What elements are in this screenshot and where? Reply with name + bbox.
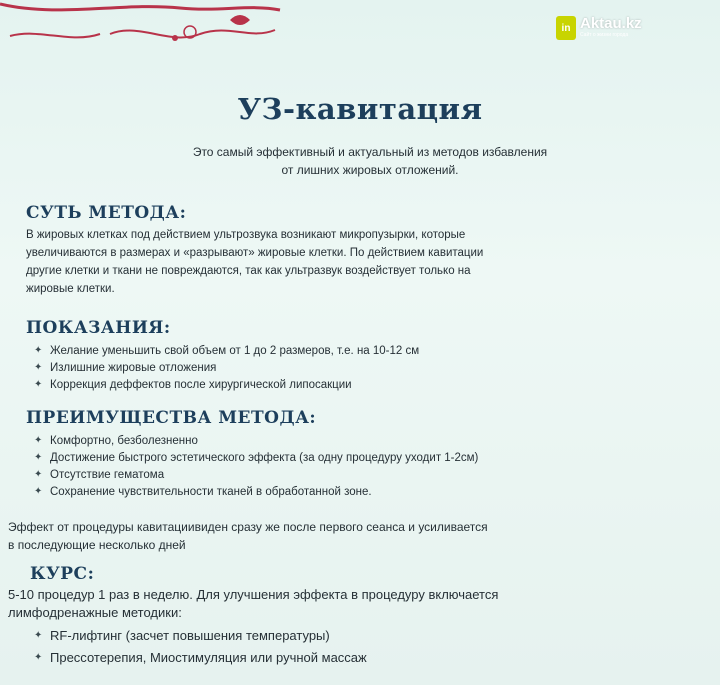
effect-text: [8, 518, 708, 554]
course-line: 5-10 процедур 1 раз в неделю. Для улучшения эффекта в процедуру включается: [8, 587, 499, 602]
indications-heading: ПОКАЗАНИЯ:: [26, 318, 171, 338]
bullet-icon: ✦: [34, 435, 43, 446]
list-item: ✦ Коррекция деффектов после хирургической липосакции: [34, 378, 352, 391]
subtitle: [60, 143, 680, 179]
subtitle-line: Это самый эффективный и актуальный из методов избавления: [192, 145, 548, 159]
list-item: ✦ Желание уменьшить свой объем от 1 до 2 размеров, т.е. на 10-12 см: [34, 344, 420, 357]
effect-line: Эффект от процедуры кавитациивиден сразу же после первого сеанса и усиливается: [8, 520, 488, 534]
bullet-icon: ✦: [34, 379, 43, 390]
method-text: [26, 226, 706, 298]
list-item: ✦ Прессотерепия, Миостимуляция или ручной массаж: [34, 649, 367, 665]
site-logo: [556, 16, 642, 40]
bullet-icon: ✦: [34, 452, 43, 463]
subtitle-line: от лишних жировых отложений.: [281, 163, 459, 177]
advantages-heading: ПРЕИМУЩЕСТВА МЕТОДА:: [26, 408, 317, 428]
method-heading: СУТЬ МЕТОДА:: [26, 203, 187, 223]
advantages-list: [34, 432, 478, 500]
bullet-icon: ✦: [34, 469, 43, 480]
bullet-icon: ✦: [34, 651, 43, 663]
list-item: ✦ Излишние жировые отложения: [34, 361, 217, 374]
logo-mark-icon: in: [556, 16, 576, 40]
method-line: В жировых клетках под действием ультрозвука возникают микропузырки, которые: [26, 229, 466, 241]
list-item: ✦ Достижение быстрого эстетического эффекта (за одну процедуру уходит 1-2см): [34, 451, 479, 464]
method-line: жировые клетки.: [26, 283, 115, 295]
logo-name: Aktau.kz: [580, 15, 642, 32]
list-item: ✦ RF-лифтинг (засчет повышения температуры): [34, 627, 330, 643]
decorative-ornament: [0, 0, 300, 55]
list-item: ✦ Комфортно, безболезненно: [34, 434, 198, 447]
list-item: ✦ Сохранение чувствительности тканей в обработанной зоне.: [34, 485, 372, 498]
list-item: ✦ Отсутствие гематома: [34, 468, 165, 481]
course-heading: КУРС:: [30, 564, 95, 584]
indications-list: [34, 342, 419, 393]
effect-line: в последующие несколько дней: [8, 538, 186, 552]
page-title: УЗ-кавитация: [237, 92, 483, 126]
course-list: [34, 624, 367, 668]
logo-tagline: Сайт о жизни города: [580, 32, 629, 38]
course-text: [8, 586, 708, 622]
bullet-icon: ✦: [34, 486, 43, 497]
method-line: увеличиваются в размерах и «разрывают» жировые клетки. По действием кавитации: [26, 247, 484, 259]
bullet-icon: ✦: [34, 362, 43, 373]
bullet-icon: ✦: [34, 345, 43, 356]
method-line: другие клетки и ткани не повреждаются, так как ультразвук воздействует только на: [26, 265, 471, 277]
course-line: лимфодренажные методики:: [8, 605, 182, 620]
bullet-icon: ✦: [34, 629, 43, 641]
